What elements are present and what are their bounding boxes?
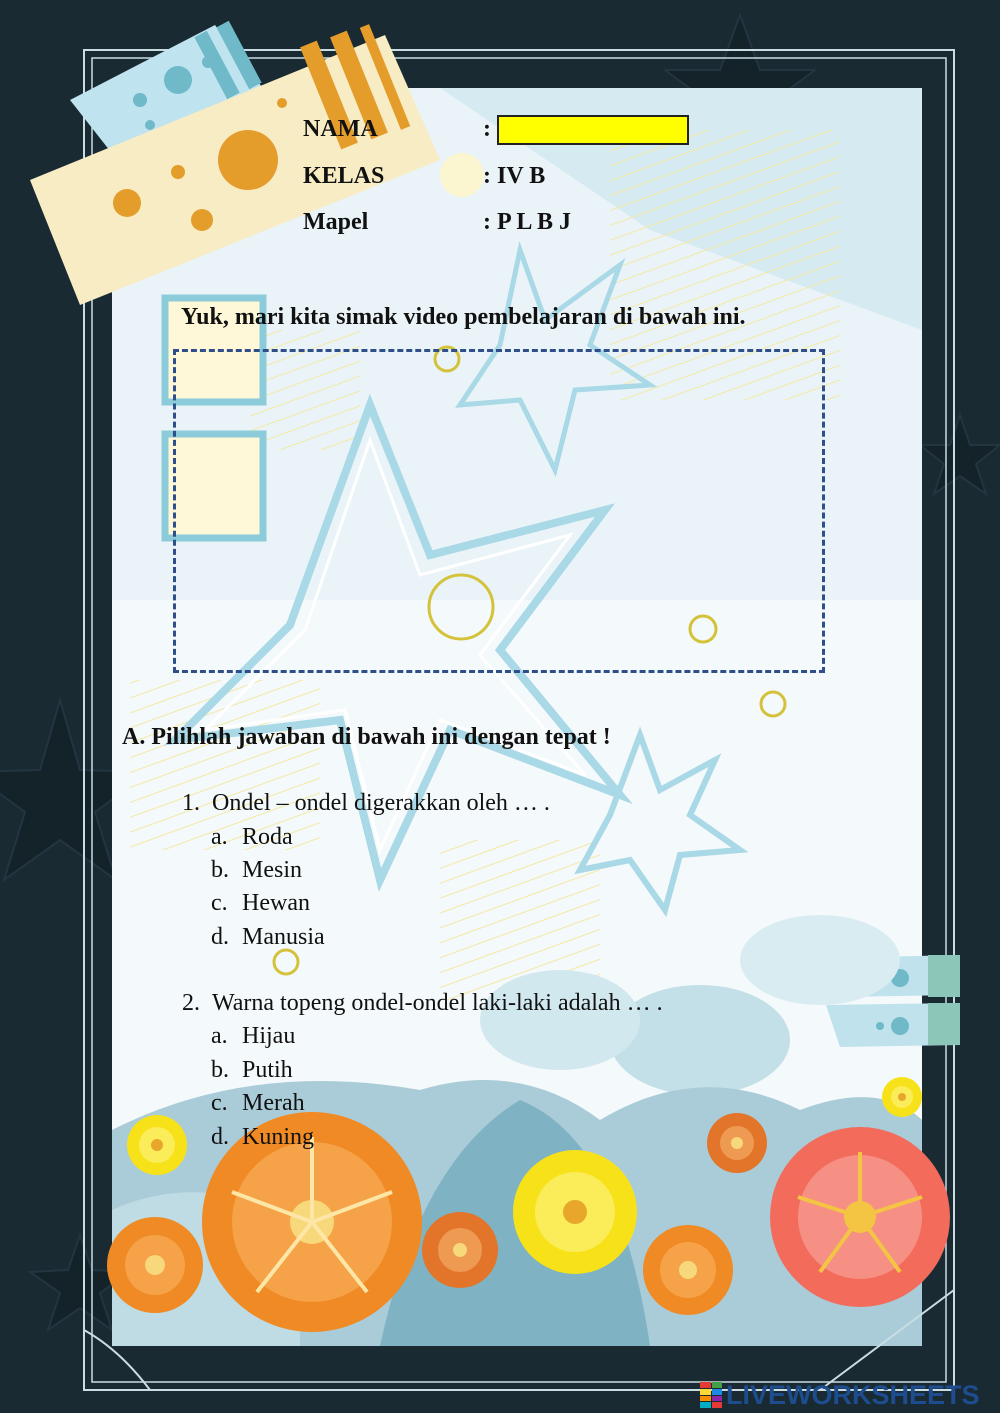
q2-option-a[interactable]: Hijau <box>242 1023 296 1049</box>
q1-option-a[interactable]: Roda <box>242 824 293 850</box>
q1-option-c-letter: c. <box>211 890 228 916</box>
video-instruction: Yuk, mari kita simak video pembelajaran di bawah ini. <box>181 304 746 330</box>
q1-option-a-letter: a. <box>211 824 228 850</box>
q1-option-d-letter: d. <box>211 924 229 950</box>
mapel-value: : P L B J <box>483 209 572 235</box>
nama-colon: : <box>483 116 491 142</box>
liveworksheets-logo-icon <box>700 1382 722 1408</box>
q1-option-c[interactable]: Hewan <box>242 890 310 916</box>
q2-option-b[interactable]: Putih <box>242 1057 293 1083</box>
mapel-label: Mapel <box>303 209 369 235</box>
nama-label: NAMA <box>303 116 378 142</box>
watermark-text: LIVEWORKSHEETS <box>726 1379 980 1410</box>
q2-option-c-letter: c. <box>211 1090 228 1116</box>
video-embed-area[interactable] <box>173 349 825 673</box>
q2-option-d[interactable]: Kuning <box>242 1124 314 1150</box>
q2-option-c[interactable]: Merah <box>242 1090 305 1116</box>
question-1-number: 1. <box>182 790 200 816</box>
q1-option-d[interactable]: Manusia <box>242 924 325 950</box>
q2-option-a-letter: a. <box>211 1023 228 1049</box>
kelas-label: KELAS <box>303 163 385 189</box>
question-1-text: Ondel – ondel digerakkan oleh … . <box>212 790 550 816</box>
section-a-title: A. Pilihlah jawaban di bawah ini dengan tepat ! <box>122 724 611 750</box>
question-2-number: 2. <box>182 990 200 1016</box>
q1-option-b[interactable]: Mesin <box>242 857 302 883</box>
q2-option-d-letter: d. <box>211 1124 229 1150</box>
q1-option-b-letter: b. <box>211 857 229 883</box>
liveworksheets-watermark <box>700 1380 980 1410</box>
q2-option-b-letter: b. <box>211 1057 229 1083</box>
nama-input[interactable] <box>497 115 689 145</box>
kelas-value: : IV B <box>483 163 546 189</box>
question-2-text: Warna topeng ondel-ondel laki-laki adalah … . <box>212 990 663 1016</box>
